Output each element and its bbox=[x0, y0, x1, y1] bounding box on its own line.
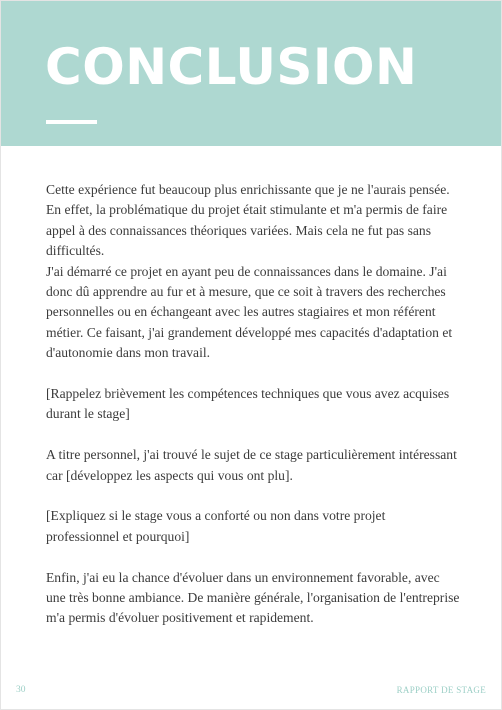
title-underline bbox=[46, 120, 97, 124]
header-band bbox=[1, 1, 501, 146]
paragraph-personal-interest: A titre personnel, j'ai trouvé le sujet de ce stage particulièrement intéressant car [développez les aspects qui vous ont plu]. bbox=[46, 447, 457, 483]
page-title: CONCLUSION bbox=[45, 38, 418, 96]
paragraph-technical-skills: [Rappelez brièvement les compétences techniques que vous avez acquises durant le stage] bbox=[46, 386, 450, 422]
paragraph-professional-project: [Expliquez si le stage vous a conforté ou non dans votre projet professionnel et pourquoi] bbox=[46, 508, 386, 544]
page-number: 30 bbox=[16, 685, 26, 695]
body-text bbox=[46, 180, 461, 649]
paragraph-experience: Cette expérience fut beaucoup plus enrichissante que je ne l'aurais pensée. En effet, la problématique du projet était stimulante et m'a permis de faire appel à des connaissances théoriques variées. Mais cela ne fut pas sans difficultés. bbox=[46, 182, 450, 259]
paragraph-environment: Enfin, j'ai eu la chance d'évoluer dans un environnement favorable, avec une très bonne ambiance. De manière générale, l'organisation de l'entreprise m'a permis d'évoluer positivement et rapidement. bbox=[46, 569, 460, 626]
paragraph-learning: J'ai démarré ce projet en ayant peu de connaissances dans le domaine. J'ai donc dû apprendre au fur et à mesure, que ce soit à travers des recherches personnelles ou en échangeant avec les autres stagiaires et mon référent métier. Ce faisant, j'ai grandement développé mes capacités d'adaptation et d'autonomie dans mon travail. bbox=[46, 263, 453, 361]
footer-report-label: RAPPORT DE STAGE bbox=[396, 685, 486, 695]
